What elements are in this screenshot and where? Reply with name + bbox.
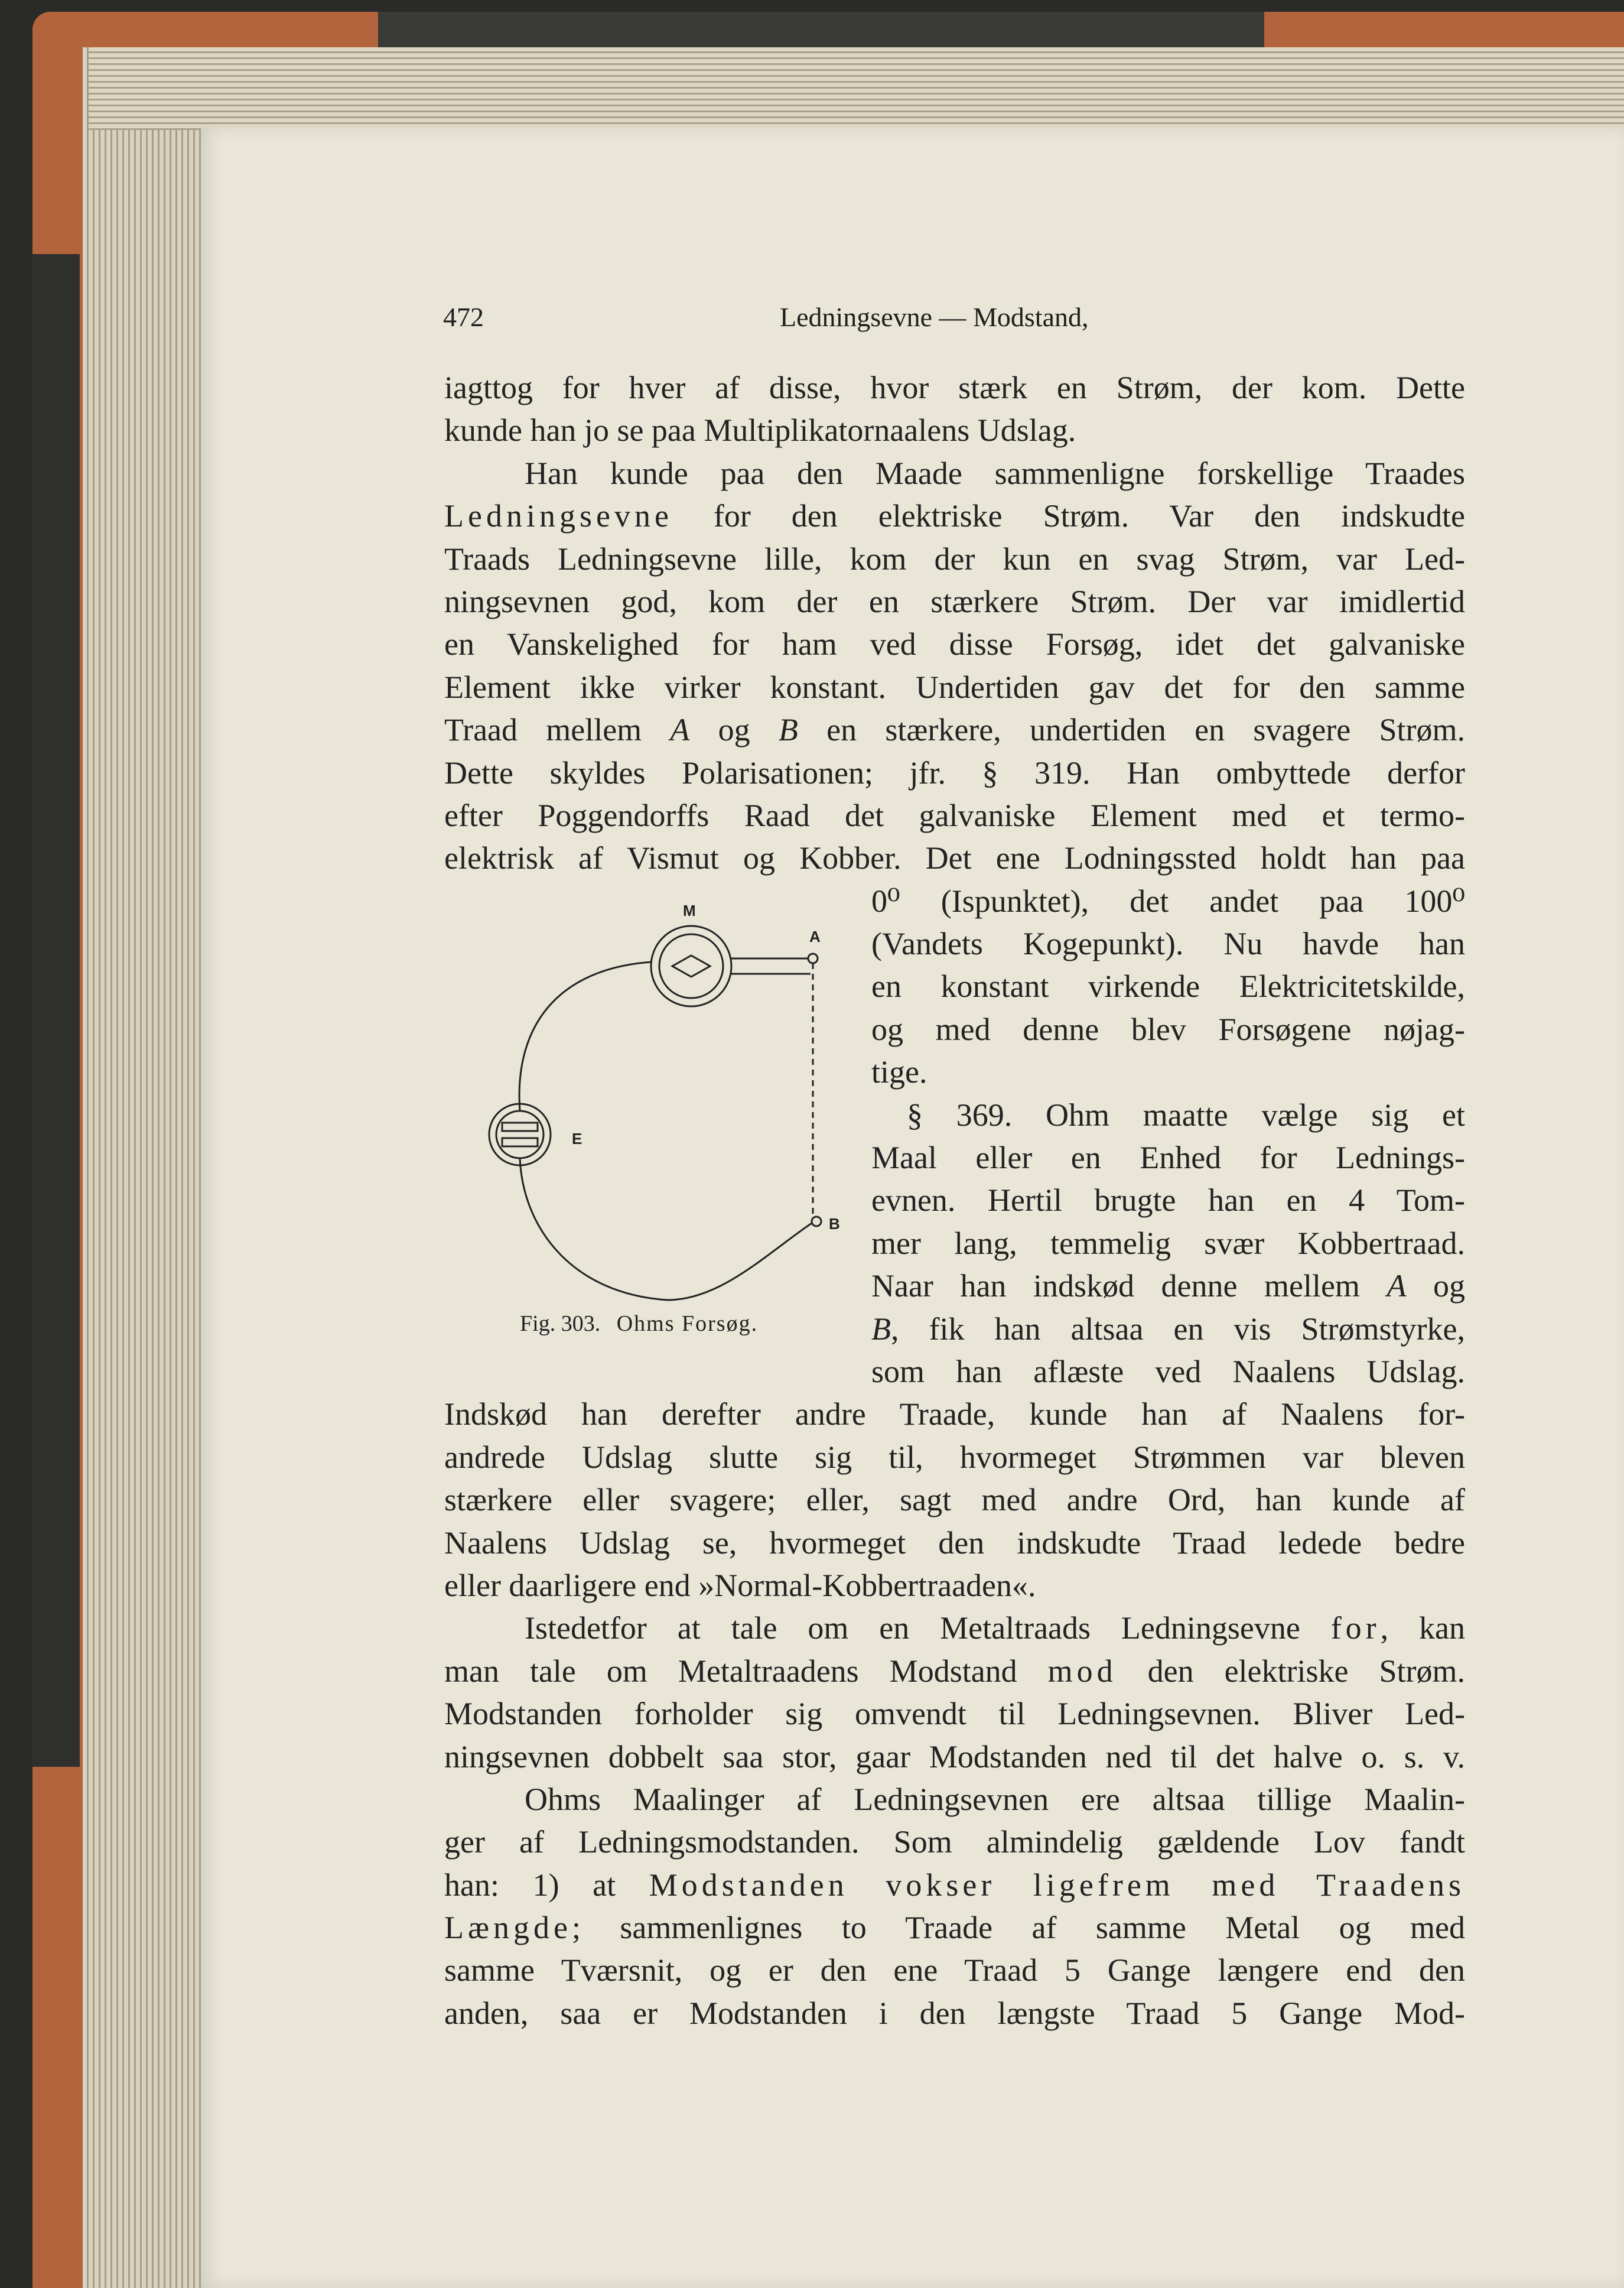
text-line: B, fik han altsaa en vis Strømstyrke, [871,1311,1465,1347]
text-line: han: 1) at Modstanden vokser ligefrem med Traadens [444,1867,1465,1903]
figure-caption [520,1311,758,1337]
section-369: § 369. Ohm maatte vælge sig et [907,1097,1465,1133]
multiplier-outer-ring [651,926,731,1006]
text-line: Traad mellem A og B en stærkere, undertiden en svagere Strøm. [444,712,1466,748]
text-line: mer lang, temmelig svær Kobbertraad. [871,1225,1465,1261]
text-line: en Vanskelighed for ham ved disse Forsøg, idet det galvaniske [444,626,1465,662]
text-line: Istedetfor at tale om en Metaltraads Ledningsevne for, kan [525,1610,1465,1646]
text-line: Ledningsevne for den elektriske Strøm. Var den indskudte [444,498,1465,534]
text-line: stærkere eller svagere; eller, sagt med andre Ord, han kunde af [444,1482,1465,1518]
text-line: Maal eller en Enhed for Lednings- [871,1140,1465,1176]
text-line: ningsevnen dobbelt saa stor, gaar Modstanden ned til det halve o. s. v. [444,1738,1465,1774]
text-line: efter Poggendorffs Raad det galvaniske Element med et termo- [444,797,1465,833]
text-line: Han kunde paa den Maade sammenligne forskellige Traades [525,455,1465,491]
text-line: en konstant virkende Elektricitetskilde, [871,968,1465,1005]
element-plate-1 [502,1123,538,1131]
text-line: iagttog for hver af disse, hvor stærk en Strøm, der kom. Dette [444,370,1465,405]
text-line: elektrisk af Vismut og Kobber. Det ene Lodningssted holdt han paa [444,840,1465,876]
text-line: Ohms Maalinger af Ledningsevnen ere altsaa tillige Maalin- [525,1781,1465,1817]
text-line: Naalens Udslag se, hvormeget den indskudte Traad ledede bedre [444,1525,1465,1561]
text-line: anden, saa er Modstanden i den længste Traad 5 Gange Mod- [444,1995,1465,2031]
label-e: E [572,1130,582,1148]
book-spine [32,254,80,1767]
text-line: Element ikke virker konstant. Undertiden gav det for den samme [444,669,1465,705]
emphasis-ledningsevne: Ledningsevne [444,498,673,534]
element-plate-2 [502,1138,538,1146]
multiplier-inner-ring [659,934,723,998]
needle-diamond [672,956,710,977]
text-line: evnen. Hertil brugte han en 4 Tom- [871,1182,1465,1218]
text-line: Modstanden forholder sig omvendt til Ledningsevnen. Bliver Led- [444,1696,1465,1732]
text-line: andrede Udslag slutte sig til, hvormeget Strømmen var bleven [444,1439,1465,1475]
figure-ohms-experiment [467,898,857,1347]
text-line: og med denne blev Forsøgene nøjag- [871,1011,1465,1047]
text-line: Dette skyldes Polarisationen; jfr. § 319. Han ombyttede derfor [444,755,1465,791]
text-line: Længde; sammenlignes to Traade af samme Metal og med [444,1910,1465,1946]
label-m: M [683,902,696,919]
text-line: tige. [871,1054,927,1090]
text-line: 0⁰ (Ispunktet), det andet paa 100⁰ [871,883,1465,919]
caption-text: Ohms Forsøg. [616,1311,759,1336]
text-line: ningsevnen god, kom der en stærkere Strøm. Der var imidlertid [444,583,1465,619]
text-line: kunde han jo se paa Multiplikatornaalens Udslag. [444,412,1076,448]
label-a: A [809,928,821,945]
text-line: som han aflæste ved Naalens Udslag. [871,1353,1465,1389]
terminal-b [812,1217,821,1226]
label-b: B [829,1215,840,1233]
element-inner [496,1111,543,1158]
text-line: samme Tværsnit, og er den ene Traad 5 Gange længere end den [444,1952,1465,1988]
running-title: Ledningsevne — Modstand, [780,302,1089,332]
circuit-diagram [467,898,857,1347]
element-outer [489,1104,551,1165]
text-line: ger af Ledningsmodstanden. Som almindelig gældende Lov fandt [444,1824,1465,1860]
terminal-a [808,954,818,963]
text-line: man tale om Metaltraadens Modstand mod den elektriske Strøm. [444,1653,1465,1689]
text-line: Naar han indskød denne mellem A og [871,1268,1465,1304]
lower-wire [520,1158,812,1300]
text-line: Traads Ledningsevne lille, kom der kun en svag Strøm, var Led- [444,541,1465,577]
text-line: eller daarligere end »Normal-Kobbertraaden«. [444,1567,1036,1603]
page-number: 472 [443,302,484,332]
running-head [443,301,1465,343]
upper-left-wire [519,962,651,1111]
caption-number: Fig. 303. [520,1311,601,1336]
text-line: Indskød han derefter andre Traade, kunde han af Naalens for- [444,1396,1465,1432]
page-edges-top [89,47,1624,130]
text-line: (Vandets Kogepunkt). Nu havde han [871,926,1465,962]
